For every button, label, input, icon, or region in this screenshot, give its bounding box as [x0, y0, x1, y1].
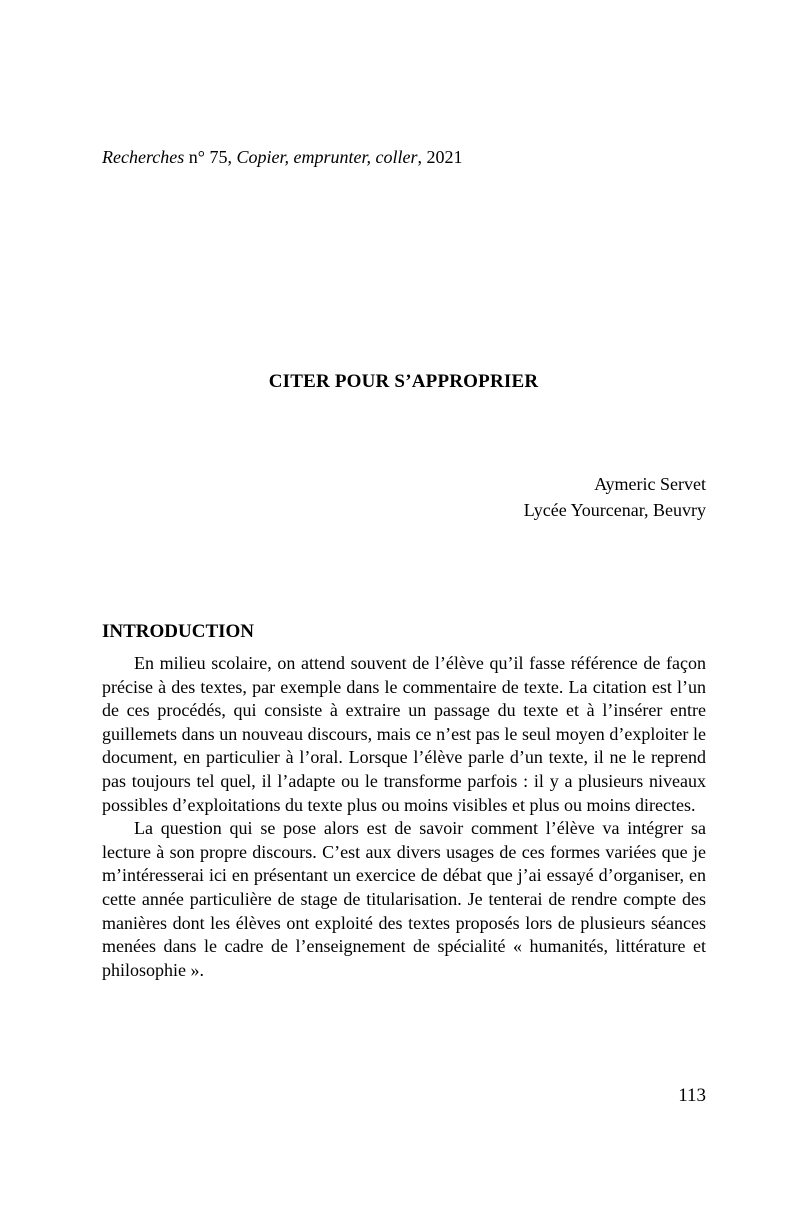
- publication-year: , 2021: [417, 147, 463, 167]
- issue-title: Copier, emprunter, coller: [236, 147, 418, 167]
- author-name: Aymeric Servet: [594, 474, 706, 494]
- paragraph: En milieu scolaire, on attend souvent de l’élève qu’il fasse référence de façon précise à des textes, par exemple dans le commentaire de texte. La citation est l’un de ces procédés, qui consiste à extraire un passage du texte et à l’insérer entre guillemets dans un nouveau discours, mais ce n’est pas le seul moyen d’exploiter le document, en particulier à l’oral. Lorsque l’élève parle d’un texte, il ne le reprend pas toujours tel quel, il l’adapte ou le transforme parfois : il y a plusieurs niveaux possibles d’exploitations du texte plus ou moins visibles et plus ou moins directes.: [102, 653, 706, 815]
- running-header: [102, 146, 462, 168]
- paragraph: La question qui se pose alors est de savoir comment l’élève va intégrer sa lecture à son propre discours. C’est aux divers usages de ces formes variées que je m’intéresserai ici en présentant un exercice de débat que j’ai essayé d’organiser, en cette année particulière de stage de titularisation. Je tenterai de rendre compte des manières dont les élèves ont exploité des textes proposés lors de plusieurs séances menées dans le cadre de l’enseignement de spécialité « humanités, littérature et philosophie ».: [102, 818, 706, 980]
- issue-number: n° 75,: [184, 147, 237, 167]
- body-text: [102, 652, 706, 982]
- article-title: CITER POUR S’APPROPRIER: [268, 371, 539, 392]
- author-affiliation: Lycée Yourcenar, Beuvry: [523, 500, 706, 520]
- section-heading: INTRODUCTION: [102, 621, 255, 642]
- journal-name: Recherches: [102, 147, 185, 167]
- author-block: [524, 471, 706, 523]
- page-number: 113: [678, 1085, 706, 1106]
